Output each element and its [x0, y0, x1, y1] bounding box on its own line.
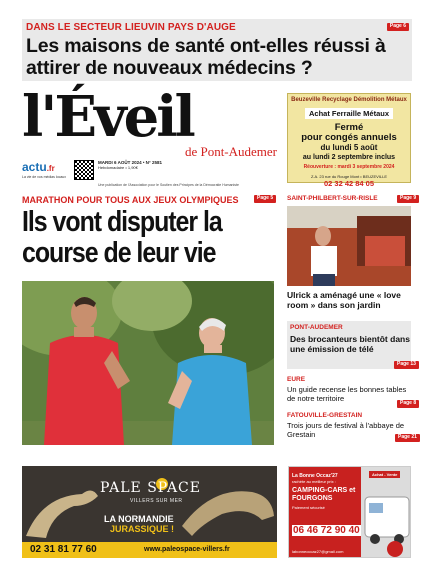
- closed-line: Fermé: [334, 122, 364, 133]
- main-headline[interactable]: Ils vont disputer la course de leur vie: [22, 206, 222, 269]
- story1-photo[interactable]: [287, 206, 411, 286]
- story1-page-badge: Page 9: [397, 195, 419, 203]
- ad-paleospace[interactable]: [22, 466, 277, 558]
- story2-headline[interactable]: Des brocanteurs bientôt dans une émission de télé: [290, 334, 410, 354]
- paleospace-name: PALE SPACE: [100, 480, 201, 496]
- ad-recyclage-closed: [288, 123, 410, 163]
- occaz-email[interactable]: labonneoccaz27@gmail.com: [292, 549, 344, 554]
- top-kicker: DANS LE SECTEUR LIEUVIN PAYS D'AUGE: [26, 22, 236, 33]
- story3-page-badge: Page 8: [397, 400, 419, 408]
- paleospace-slogan2: JURASSIQUE !: [110, 524, 175, 534]
- publisher-strip: Une publication de l'Association pour le Soutien des Principes de la Démocratie Humaniste: [98, 183, 239, 187]
- occaz-line3: CAMPING-CARS et FOURGONS: [292, 487, 356, 502]
- main-kicker: MARATHON POUR TOUS AUX JEUX OLYMPIQUES: [22, 195, 239, 205]
- ad-bonne-occaz[interactable]: [288, 466, 411, 558]
- actu-logo-text: actu: [22, 160, 47, 174]
- date-line: MARDI 6 AOÛT 2024 • N° 2581: [98, 160, 162, 165]
- story3-headline[interactable]: Un guide recense les bonnes tables de notre territoire: [287, 385, 407, 403]
- actu-logo-suffix: .fr: [46, 164, 55, 173]
- newspaper-title: l'Éveil: [22, 84, 193, 150]
- paleospace-slogan1: LA NORMANDIE: [104, 514, 174, 524]
- paleospace-sub: VILLERS SUR MER: [130, 498, 183, 504]
- ad-recyclage-name: Achat Ferraille Métaux: [305, 108, 393, 119]
- closed-line: pour congés annuels: [301, 132, 397, 143]
- closed-line: au lundi 2 septembre inclus: [302, 154, 396, 161]
- love-room-illustration: [287, 206, 411, 286]
- newspaper-subtitle: de Pont-Audemer: [184, 144, 277, 159]
- main-photo-runners[interactable]: [22, 281, 274, 445]
- story4-headline[interactable]: Trois jours de festival à l'abbaye de Grestain: [287, 421, 405, 439]
- story3-kicker: EURE: [287, 376, 306, 383]
- actu-tagline: La vie de vos médias locaux: [22, 175, 66, 179]
- occaz-line2: rachète au meilleur prix :: [292, 479, 336, 484]
- story2-kicker: PONT-AUDEMER: [290, 324, 343, 331]
- story2-page-badge: Page 13: [394, 361, 419, 369]
- occaz-phone: 06 46 72 90 40: [293, 525, 360, 536]
- story1-kicker: SAINT-PHILBERT-SUR-RISLE: [287, 195, 378, 202]
- story4-kicker: FATOUVILLE-GRESTAIN: [287, 412, 363, 419]
- closed-line: du lundi 5 août: [320, 143, 378, 152]
- actu-logo[interactable]: [22, 160, 55, 174]
- ad-recyclage-phone: 02 32 42 84 05: [323, 179, 375, 188]
- issue-info: [98, 160, 178, 170]
- occaz-tag: Achat - Vente: [369, 471, 400, 478]
- runners-illustration: [22, 281, 274, 445]
- top-page-badge: Page 6: [387, 23, 409, 31]
- story4-page-badge: Page 21: [395, 434, 420, 442]
- qr-code-icon[interactable]: [74, 160, 94, 180]
- paleospace-phone: 02 31 81 77 60: [30, 544, 97, 555]
- main-page-badge: Page 5: [254, 195, 276, 203]
- ad-recyclage[interactable]: [287, 93, 411, 188]
- occaz-brand: La Bonne Occaz'27: [292, 473, 338, 479]
- story1-headline[interactable]: Ulrick a aménagé une « love room » dans son jardin: [287, 290, 401, 310]
- paleospace-url[interactable]: www.paleospace-villers.fr: [144, 546, 230, 553]
- ad-recyclage-address: Z.A. 23 rue du Rouge Mont • BEUZEVILLE: [310, 174, 388, 179]
- top-headline[interactable]: Les maisons de santé ont-elles réussi à attirer de nouveaux médecins ?: [26, 35, 386, 79]
- occaz-line4: Paiement sécurisé: [292, 505, 325, 510]
- top-banner: [22, 19, 412, 81]
- ad-recyclage-brand: Beuzeville Recyclage Démolition Métaux: [291, 97, 407, 103]
- frequency-price: Hebdomadaire • 1,90€: [98, 165, 138, 171]
- ad-recyclage-reopen: Réouverture : mardi 3 septembre 2024: [303, 164, 395, 170]
- masthead: [22, 84, 287, 188]
